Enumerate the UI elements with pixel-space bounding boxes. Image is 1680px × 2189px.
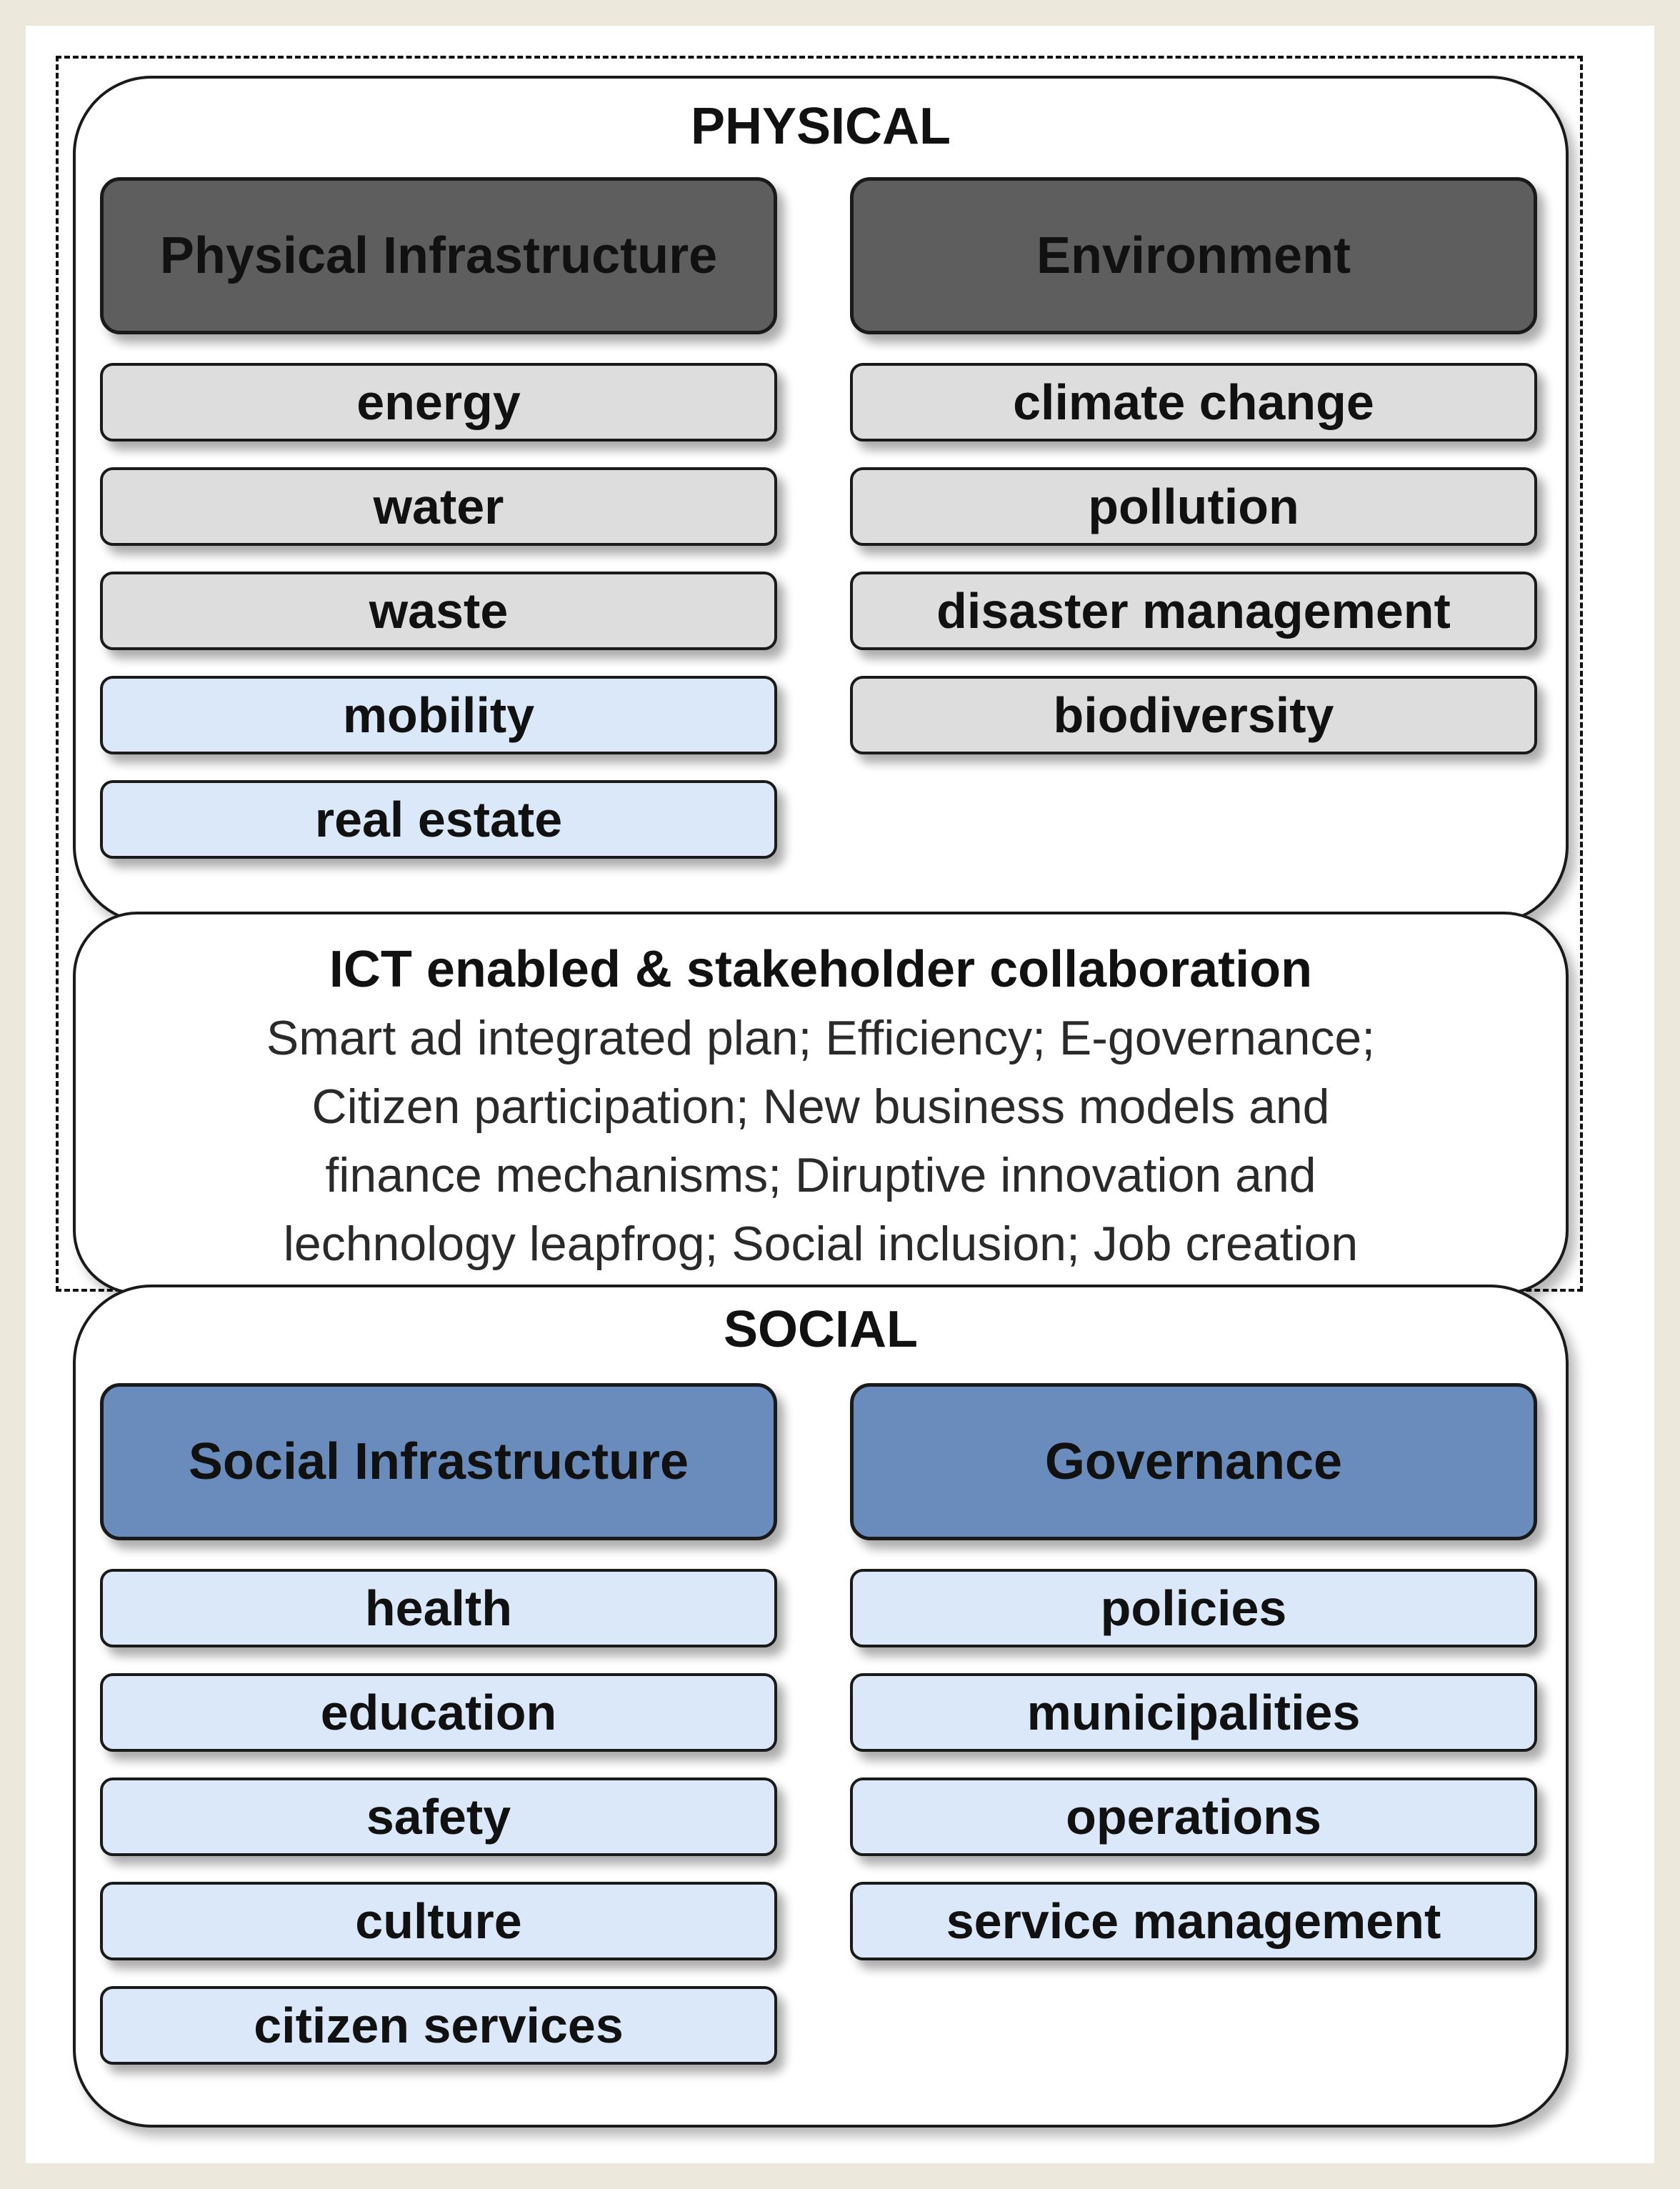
item-real-estate: real estate bbox=[100, 780, 777, 859]
item-culture: culture bbox=[100, 1882, 777, 1960]
item-safety: safety bbox=[100, 1777, 777, 1856]
item-biodiversity: biodiversity bbox=[850, 676, 1537, 754]
item-disaster-management: disaster management bbox=[850, 572, 1537, 650]
ict-line: Smart ad integrated plan; Efficiency; E-governance; bbox=[266, 1011, 1376, 1065]
item-water: water bbox=[100, 467, 777, 546]
social-infrastructure-header: Social Infrastructure bbox=[100, 1383, 777, 1540]
physical-infrastructure-header: Physical Infrastructure bbox=[100, 177, 777, 334]
item-mobility: mobility bbox=[100, 676, 777, 754]
item-municipalities: municipalities bbox=[850, 1673, 1537, 1752]
governance-header: Governance bbox=[850, 1383, 1537, 1540]
diagram-canvas bbox=[26, 26, 1654, 2163]
ict-group bbox=[73, 912, 1569, 1295]
item-service-management: service management bbox=[850, 1882, 1537, 1960]
item-citizen-services: citizen services bbox=[100, 1986, 777, 2065]
item-health: health bbox=[100, 1569, 777, 1647]
item-education: education bbox=[100, 1673, 777, 1752]
social-title: SOCIAL bbox=[723, 1301, 918, 1358]
item-operations: operations bbox=[850, 1777, 1537, 1856]
item-pollution: pollution bbox=[850, 467, 1537, 546]
item-policies: policies bbox=[850, 1569, 1537, 1647]
item-energy: energy bbox=[100, 363, 777, 442]
physical-title: PHYSICAL bbox=[690, 98, 951, 155]
item-climate-change: climate change bbox=[850, 363, 1537, 442]
environment-header: Environment bbox=[850, 177, 1537, 334]
ict-line: Citizen participation; New business models and bbox=[311, 1079, 1330, 1134]
ict-line: lechnology leapfrog; Social inclusion; Job creation bbox=[283, 1217, 1359, 1271]
ict-line: finance mechanisms; Diruptive innovation and bbox=[325, 1148, 1316, 1202]
ict-title: ICT enabled & stakeholder collaboration bbox=[329, 941, 1313, 998]
item-waste: waste bbox=[100, 572, 777, 650]
